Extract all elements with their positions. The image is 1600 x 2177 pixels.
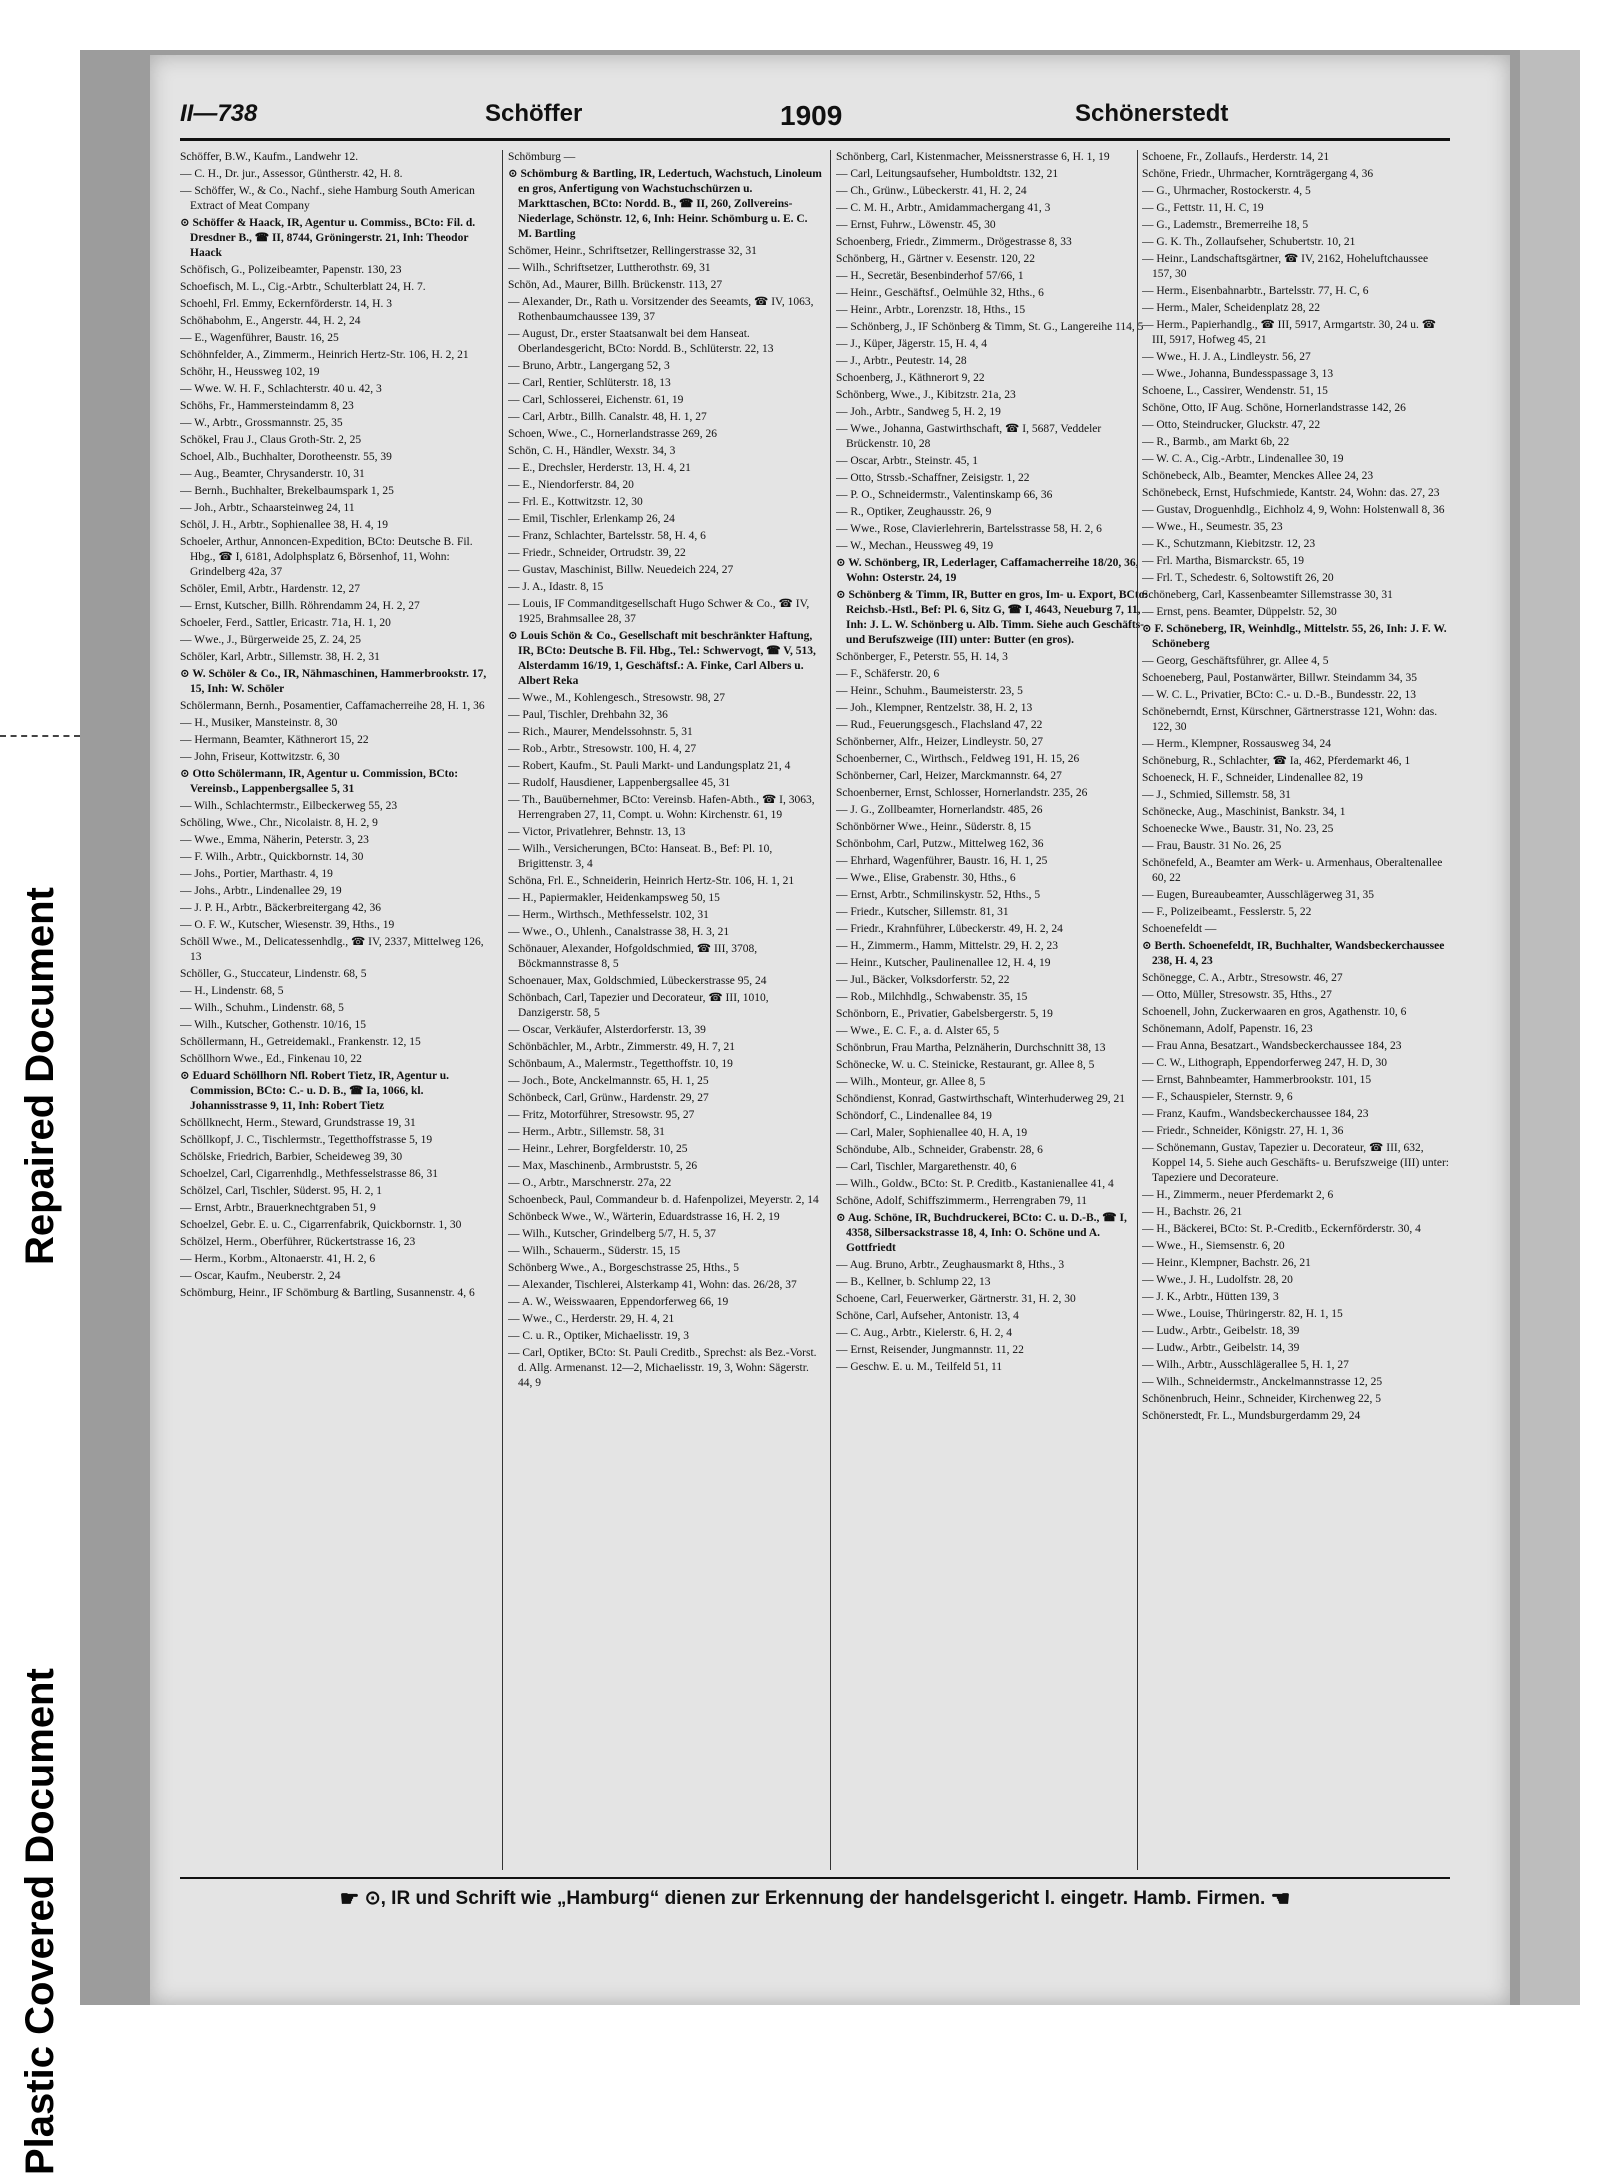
header-year: 1909 bbox=[780, 100, 843, 131]
directory-entry: Schönbach, Carl, Tapezier und Decorateur, ☎ III, 1010, Danzigerstr. 58, 5 bbox=[508, 992, 769, 1019]
directory-entry: Schönemann, Adolf, Papenstr. 16, 23 bbox=[1142, 1023, 1313, 1035]
directory-entry: — Herm., Maler, Scheidenplatz 28, 22 bbox=[1142, 302, 1321, 314]
directory-entry: Schoefisch, M. L., Cig.-Arbtr., Schulterblatt 24, H. 7. bbox=[180, 281, 426, 293]
directory-entry: — R., Optiker, Zeughausstr. 26, 9 bbox=[836, 506, 992, 518]
directory-entry: — Geschw. E. u. M., Teilfeld 51, 11 bbox=[836, 1361, 1003, 1373]
directory-entry: — Carl, Leitungsaufseher, Humboldtstr. 132, 21 bbox=[836, 168, 1059, 180]
directory-entry: — Herm., Papierhandlg., ☎ III, 5917, Armgartstr. 30, 24 u. ☎ III, 5917, Hofweg 45, 21 bbox=[1142, 319, 1437, 346]
directory-entry: Schölermann, Bernh., Posamentier, Caffamacherreihe 28, H. 1, 36 bbox=[180, 700, 485, 712]
directory-entry: — J. P. H., Arbtr., Bäckerbreitergang 42, 36 bbox=[180, 902, 382, 914]
directory-entry: Schönberg, H., Gärtner v. Eesenstr. 120, 22 bbox=[836, 253, 1035, 265]
directory-entry: Schoel, Alb., Buchhalter, Dorotheenstr. 55, 39 bbox=[180, 451, 392, 463]
directory-entry: — W. C. A., Cig.-Arbtr., Lindenallee 30, 19 bbox=[1142, 453, 1344, 465]
directory-entry: — F. Wilh., Arbtr., Quickbornstr. 14, 30 bbox=[180, 851, 364, 863]
directory-entry: Schönborn, E., Privatier, Gabelsbergerstr. 5, 19 bbox=[836, 1008, 1053, 1020]
column-divider bbox=[830, 150, 831, 1870]
directory-entry: — Johs., Arbtr., Lindenallee 29, 19 bbox=[180, 885, 342, 897]
directory-entry: — Frau Anna, Besatzart., Wandsbeckerchaussee 184, 23 bbox=[1142, 1040, 1402, 1052]
directory-entry: Schöne, Otto, IF Aug. Schöne, Hornerlandstrasse 142, 26 bbox=[1142, 402, 1406, 414]
directory-entry: Schönbohm, Carl, Putzw., Mittelweg 162, 36 bbox=[836, 838, 1044, 850]
column-divider bbox=[502, 150, 503, 1870]
directory-entry: — Paul, Tischler, Drehbahn 32, 36 bbox=[508, 709, 668, 721]
directory-entry: — Gustav, Maschinist, Billw. Neuedeich 224, 27 bbox=[508, 564, 734, 576]
directory-entry: ⊙ Louis Schön & Co., Gesellschaft mit beschränkter Haftung, IR, BCto: Deutsche B. Fil. Hbg., Tel.: Schwervogt, ☎ V, 513, Alsterdamm 16/19, 1, Geschäftsf.: A. Finke, Carl Albers u. Albert Reka bbox=[508, 630, 816, 687]
directory-entry: — W., Mechan., Heussweg 49, 19 bbox=[836, 540, 994, 552]
directory-entry: — Herm., Korbm., Altonaerstr. 41, H. 2, 6 bbox=[180, 1253, 376, 1265]
directory-entry: Schoene, Fr., Zollaufs., Herderstr. 14, 21 bbox=[1142, 151, 1330, 163]
directory-entry: — Frl. E., Kottwitzstr. 12, 30 bbox=[508, 496, 643, 508]
directory-entry: Schönbeck, Carl, Grünw., Hardenstr. 29, 27 bbox=[508, 1092, 709, 1104]
directory-entry: — Wilh., Kutscher, Grindelberg 5/7, H. 5, 37 bbox=[508, 1228, 716, 1240]
directory-entry: — Wwe., E. C. F., a. d. Alster 65, 5 bbox=[836, 1025, 1000, 1037]
directory-entry: Schöllermann, H., Getreidemakl., Frankenstr. 12, 15 bbox=[180, 1036, 421, 1048]
directory-entry: — J. K., Arbtr., Hütten 139, 3 bbox=[1142, 1291, 1279, 1303]
directory-entry: — G. K. Th., Zollaufseher, Schubertstr. 10, 21 bbox=[1142, 236, 1356, 248]
directory-entry: — Louis, IF Commanditgesellschaft Hugo Schwer & Co., ☎ IV, 1925, Brahmsallee 28, 37 bbox=[508, 598, 810, 625]
directory-entry: — John, Friseur, Kottwitzstr. 6, 30 bbox=[180, 751, 340, 763]
directory-entry: Schöndienst, Konrad, Gastwirthschaft, Winterhuderweg 29, 21 bbox=[836, 1093, 1125, 1105]
directory-entry: — Rudolf, Hausdiener, Lappenbergsallee 45, 31 bbox=[508, 777, 731, 789]
directory-entry: Schoelzel, Gebr. E. u. C., Cigarrenfabrik, Quickbornstr. 1, 30 bbox=[180, 1219, 462, 1231]
directory-entry: Schoelzel, Carl, Cigarrenhdlg., Methfesselstrasse 86, 31 bbox=[180, 1168, 439, 1180]
directory-entry: — Otto, Steindrucker, Gluckstr. 47, 22 bbox=[1142, 419, 1321, 431]
footer-rule bbox=[180, 1877, 1450, 1879]
directory-entry: Schöne, Friedr., Uhrmacher, Kornträgergang 4, 36 bbox=[1142, 168, 1374, 180]
directory-entry: Schoenefeldt — bbox=[1142, 923, 1217, 935]
directory-entry: — C. M. H., Arbtr., Amidammachergang 41, 3 bbox=[836, 202, 1051, 214]
directory-entry: Schönebeck, Alb., Beamter, Menckes Allee 24, 23 bbox=[1142, 470, 1374, 482]
directory-entry: Schöneburg, R., Schlachter, ☎ Ia, 462, Pferdemarkt 46, 1 bbox=[1142, 755, 1411, 767]
directory-entry: Schöfisch, G., Polizeibeamter, Papenstr. 130, 23 bbox=[180, 264, 402, 276]
directory-entry: — Carl, Maler, Sophienallee 40, H. A, 19 bbox=[836, 1127, 1028, 1139]
directory-entry: — C. Aug., Arbtr., Kielerstr. 6, H. 2, 4 bbox=[836, 1327, 1013, 1339]
directory-entry: Schönbächler, M., Arbtr., Zimmerstr. 49, H. 7, 21 bbox=[508, 1041, 735, 1053]
directory-entry: Schoeler, Ferd., Sattler, Ericastr. 71a, H. 1, 20 bbox=[180, 617, 391, 629]
header-left-word: Schöffer bbox=[485, 100, 583, 127]
directory-entry: — Gustav, Droguenhdlg., Eichholz 4, 9, Wohn: Holstenwall 8, 36 bbox=[1142, 504, 1445, 516]
directory-entry: Schönberg Wwe., A., Borgeschstrasse 25, Hths., 5 bbox=[508, 1262, 739, 1274]
directory-entry: — Joh., Klempner, Rentzelstr. 38, H. 2, 13 bbox=[836, 702, 1033, 714]
directory-entry: Schoenell, John, Zuckerwaaren en gros, Agathenstr. 10, 6 bbox=[1142, 1006, 1407, 1018]
directory-entry: — Wwe., Emma, Näherin, Peterstr. 3, 23 bbox=[180, 834, 369, 846]
directory-entry: — Alexander, Tischlerei, Alsterkamp 41, Wohn: das. 26/28, 37 bbox=[508, 1279, 797, 1291]
directory-entry: — C. W., Lithograph, Eppendorferweg 247, H. D, 30 bbox=[1142, 1057, 1387, 1069]
directory-entry: Schönberner, Carl, Heizer, Marckmannstr. 64, 27 bbox=[836, 770, 1062, 782]
directory-entry: — Schöffer, W., & Co., Nachf., siehe Hamburg South American Extract of Meat Company bbox=[180, 185, 475, 212]
directory-entry: ⊙ F. Schöneberg, IR, Weinhdlg., Mittelstr. 55, 26, Inh: J. F. W. Schöneberg bbox=[1142, 623, 1447, 650]
repaired-document-label: Repaired Document bbox=[18, 887, 62, 1265]
directory-entry: Schönecke, Aug., Maschinist, Bankstr. 34, 1 bbox=[1142, 806, 1346, 818]
directory-entry: — Aug. Bruno, Arbtr., Zeughausmarkt 8, Hths., 3 bbox=[836, 1259, 1065, 1271]
directory-entry: — Rich., Maurer, Mendelssohnstr. 5, 31 bbox=[508, 726, 693, 738]
directory-entry: — Wwe., Johanna, Gastwirthschaft, ☎ I, 5687, Veddeler Brückenstr. 10, 28 bbox=[836, 423, 1102, 450]
directory-entry: — Th., Bauübernehmer, BCto: Vereinsb. Hafen-Abth., ☎ I, 3063, Herrengraben 27, 11, Compt. u. Wohn: Kirchenstr. 61, 19 bbox=[508, 794, 815, 821]
directory-entry: — Oscar, Kaufm., Neuberstr. 2, 24 bbox=[180, 1270, 341, 1282]
directory-entry: — Wwe., Louise, Thüringerstr. 82, H. 1, 15 bbox=[1142, 1308, 1343, 1320]
directory-entry: Schöl, J. H., Arbtr., Sophienallee 38, H. 4, 19 bbox=[180, 519, 388, 531]
directory-entry: — Wwe. W. H. F., Schlachterstr. 40 u. 42, 3 bbox=[180, 383, 382, 395]
directory-entry: Schoenauer, Max, Goldschmied, Lübeckerstrasse 95, 24 bbox=[508, 975, 767, 987]
directory-entry: — H., Bachstr. 26, 21 bbox=[1142, 1206, 1243, 1218]
directory-entry: Schöllknecht, Herm., Steward, Grundstrasse 19, 31 bbox=[180, 1117, 416, 1129]
directory-entry: ⊙ Berth. Schoenefeldt, IR, Buchhalter, Wandsbeckerchaussee 238, H. 4, 23 bbox=[1142, 940, 1445, 967]
directory-entry: — Wilh., Schauerm., Süderstr. 15, 15 bbox=[508, 1245, 681, 1257]
directory-entry: — Carl, Rentier, Schlüterstr. 18, 13 bbox=[508, 377, 671, 389]
directory-entry: Schökel, Frau J., Claus Groth-Str. 2, 25 bbox=[180, 434, 362, 446]
directory-entry: — Wwe., C., Herderstr. 29, H. 4, 21 bbox=[508, 1313, 675, 1325]
directory-entry: Schoeneck, H. F., Schneider, Lindenallee 82, 19 bbox=[1142, 772, 1363, 784]
directory-entry: — Rud., Feuerungsgesch., Flachsland 47, 22 bbox=[836, 719, 1043, 731]
directory-entry: Schoenberner, Ernst, Schlosser, Hornerlandstr. 235, 26 bbox=[836, 787, 1088, 799]
directory-entry: — Wilh., Schneidermstr., Anckelmannstrasse 12, 25 bbox=[1142, 1376, 1383, 1388]
directory-entry: — Aug., Beamter, Chrysanderstr. 10, 31 bbox=[180, 468, 365, 480]
directory-entry: — C. u. R., Optiker, Michaelisstr. 19, 3 bbox=[508, 1330, 689, 1342]
directory-entry: — W., Arbtr., Grossmannstr. 25, 35 bbox=[180, 417, 343, 429]
directory-entry: Schölzel, Carl, Tischler, Süderst. 95, H. 2, 1 bbox=[180, 1185, 383, 1197]
directory-entry: — Frl. Martha, Bismarckstr. 65, 19 bbox=[1142, 555, 1304, 567]
directory-column-2 bbox=[508, 150, 823, 1870]
directory-entry: — Wwe., J. H., Ludolfstr. 28, 20 bbox=[1142, 1274, 1293, 1286]
directory-entry: — Friedr., Krahnführer, Lübeckerstr. 49, H. 2, 24 bbox=[836, 923, 1063, 935]
directory-entry: — Wwe., M., Kohlengesch., Stresowstr. 98, 27 bbox=[508, 692, 725, 704]
directory-entry: — H., Musiker, Mansteinstr. 8, 30 bbox=[180, 717, 338, 729]
directory-entry: Schoeneberg, Paul, Postanwärter, Billwr. Steindamm 34, 35 bbox=[1142, 672, 1417, 684]
directory-entry: Schöne, Carl, Aufseher, Antonistr. 13, 4 bbox=[836, 1310, 1019, 1322]
directory-entry: — A. W., Weisswaaren, Eppendorferweg 66, 19 bbox=[508, 1296, 729, 1308]
directory-entry: — G., Lademstr., Bremerreihe 18, 5 bbox=[1142, 219, 1309, 231]
directory-entry: — Victor, Privatlehrer, Behnstr. 13, 13 bbox=[508, 826, 686, 838]
directory-entry: — Herm., Eisenbahnarbtr., Bartelsstr. 77, H. C, 6 bbox=[1142, 285, 1369, 297]
page-footer bbox=[180, 1886, 1450, 1912]
directory-entry: — J. A., Idastr. 8, 15 bbox=[508, 581, 604, 593]
directory-entry: ⊙ W. Schönberg, IR, Lederlager, Caffamacherreihe 18/20, 36, Wohn: Osterstr. 24, 19 bbox=[836, 557, 1139, 584]
directory-entry: — Ernst, Arbtr., Brauerknechtgraben 51, 9 bbox=[180, 1202, 376, 1214]
directory-entry: ⊙ Aug. Schöne, IR, Buchdruckerei, BCto: C. u. D.-B., ☎ I, 4358, Silbersackstrasse 18, 4, Inh: O. Schöne und A. Gottfriedt bbox=[836, 1212, 1127, 1254]
directory-entry: — H., Lindenstr. 68, 5 bbox=[180, 985, 284, 997]
directory-entry: — Frl. T., Schedestr. 6, Soltowstift 26, 20 bbox=[1142, 572, 1334, 584]
directory-entry: — Ludw., Arbtr., Geibelstr. 18, 39 bbox=[1142, 1325, 1300, 1337]
directory-entry: — Jul., Bäcker, Volksdorferstr. 52, 22 bbox=[836, 974, 1010, 986]
directory-entry: Schönberg, Carl, Kistenmacher, Meissnerstrasse 6, H. 1, 19 bbox=[836, 151, 1110, 163]
directory-entry: Schoene, Carl, Feuerwerker, Gärtnerstr. 31, H. 2, 30 bbox=[836, 1293, 1076, 1305]
header-right-word: Schönerstedt bbox=[1075, 100, 1229, 127]
directory-entry: — August, Dr., erster Staatsanwalt bei dem Hanseat. Oberlandesgericht, BCto: Nordd. B., Schlüterstr. 22, 13 bbox=[508, 328, 774, 355]
directory-entry: Schoen, Wwe., C., Hornerlandstrasse 269, 26 bbox=[508, 428, 717, 440]
directory-entry: — Oscar, Verkäufer, Alsterdorferstr. 13, 39 bbox=[508, 1024, 706, 1036]
directory-entry: — J., Arbtr., Peutestr. 14, 28 bbox=[836, 355, 967, 367]
directory-entry: — Ernst, Arbtr., Schmilinskystr. 52, Hths., 5 bbox=[836, 889, 1041, 901]
directory-column-3 bbox=[836, 150, 1151, 1870]
directory-entry: — Franz, Kaufm., Wandsbeckerchaussee 184, 23 bbox=[1142, 1108, 1369, 1120]
directory-entry: Schöndube, Alb., Schneider, Grabenstr. 28, 6 bbox=[836, 1144, 1043, 1156]
directory-entry: — Wwe., H., Seumestr. 35, 23 bbox=[1142, 521, 1283, 533]
directory-entry: Schöffer, B.W., Kaufm., Landwehr 12. bbox=[180, 151, 359, 163]
directory-entry: — F., Schäferstr. 20, 6 bbox=[836, 668, 940, 680]
directory-entry: Schön, Ad., Maurer, Billh. Brückenstr. 113, 27 bbox=[508, 279, 723, 291]
directory-entry: — Herm., Wirthsch., Methfesselstr. 102, 31 bbox=[508, 909, 709, 921]
directory-entry: — Herm., Arbtr., Sillemstr. 58, 31 bbox=[508, 1126, 665, 1138]
directory-entry: — Wilh., Kutscher, Gothenstr. 10/16, 15 bbox=[180, 1019, 367, 1031]
directory-entry: Schömer, Heinr., Schriftsetzer, Rellingerstrasse 32, 31 bbox=[508, 245, 757, 257]
directory-entry: — Wwe., H., Siemsenstr. 6, 20 bbox=[1142, 1240, 1285, 1252]
directory-entry: — Max, Maschinenb., Armbruststr. 5, 26 bbox=[508, 1160, 698, 1172]
directory-entry: — Wilh., Schlachtermstr., Eilbeckerweg 55, 23 bbox=[180, 800, 398, 812]
directory-column-4 bbox=[1142, 150, 1450, 1870]
directory-entry: — H., Secretär, Besenbinderhof 57/66, 1 bbox=[836, 270, 1024, 282]
directory-entry: Schöne, Adolf, Schiffszimmerm., Herrengraben 79, 11 bbox=[836, 1195, 1088, 1207]
directory-entry: Schoene, L., Cassirer, Wendenstr. 51, 15 bbox=[1142, 385, 1328, 397]
directory-entry: — Wwe., H. J. A., Lindleystr. 56, 27 bbox=[1142, 351, 1311, 363]
directory-entry: — Heinr., Arbtr., Lorenzstr. 18, Hths., 15 bbox=[836, 304, 1026, 316]
directory-entry: Schöllhorn Wwe., Ed., Finkenau 10, 22 bbox=[180, 1053, 362, 1065]
directory-entry: Schönberg, Wwe., J., Kibitzstr. 21a, 23 bbox=[836, 389, 1016, 401]
directory-entry: — Wwe., J., Bürgerweide 25, Z. 24, 25 bbox=[180, 634, 361, 646]
directory-entry: Schönbeck Wwe., W., Wärterin, Eduardstrasse 16, H. 2, 19 bbox=[508, 1211, 780, 1223]
directory-entry: — Emil, Tischler, Erlenkamp 26, 24 bbox=[508, 513, 675, 525]
directory-entry: — Bruno, Arbtr., Langergang 52, 3 bbox=[508, 360, 670, 372]
directory-entry: Schöhabohm, E., Angerstr. 44, H. 2, 24 bbox=[180, 315, 361, 327]
directory-entry: — Wwe., O., Uhlenh., Canalstrasse 38, H. 3, 21 bbox=[508, 926, 730, 938]
directory-entry: ⊙ W. Schöler & Co., IR, Nähmaschinen, Hammerbrookstr. 17, 15, Inh: W. Schöler bbox=[180, 668, 487, 695]
directory-entry: — Ernst, Fuhrw., Löwenstr. 45, 30 bbox=[836, 219, 996, 231]
directory-entry: Schönecke, W. u. C. Steinicke, Restaurant, gr. Allee 8, 5 bbox=[836, 1059, 1095, 1071]
directory-entry: — Herm., Klempner, Rossausweg 34, 24 bbox=[1142, 738, 1331, 750]
sidebar-divider bbox=[0, 735, 80, 737]
directory-entry: — Ernst, pens. Beamter, Düppelstr. 52, 30 bbox=[1142, 606, 1337, 618]
directory-entry: — Schönberg, J., IF Schönberg & Timm, St. G., Langereihe 114, 5 bbox=[836, 321, 1144, 333]
column-divider bbox=[1137, 150, 1138, 1870]
directory-entry: Schön, C. H., Händler, Wexstr. 34, 3 bbox=[508, 445, 676, 457]
directory-entry: — J., Schmied, Sillemstr. 58, 31 bbox=[1142, 789, 1291, 801]
directory-entry: — G., Uhrmacher, Rostockerstr. 4, 5 bbox=[1142, 185, 1311, 197]
directory-entry: — G., Fettstr. 11, H. C, 19 bbox=[1142, 202, 1264, 214]
directory-entry: ⊙ Schönberg & Timm, IR, Butter en gros, Im- u. Export, BCto: Reichsb.-Hstl., Bef: Pl. 6, Sitz G, ☎ I, 4643, Neueburg 7, 11, Inh: J. L. W. Schönberg u. Alb. Timm. Siehe auch Geschäfts- und Berufszweige (III) unter: Butter (en gros). bbox=[836, 589, 1149, 646]
directory-entry: — H., Papiermakler, Heidenkampsweg 50, 15 bbox=[508, 892, 720, 904]
directory-entry: — J. G., Zollbeamter, Hornerlandstr. 485, 26 bbox=[836, 804, 1043, 816]
directory-entry: Schömburg — bbox=[508, 151, 576, 163]
directory-entry: — Oscar, Arbtr., Steinstr. 45, 1 bbox=[836, 455, 979, 467]
directory-entry: ⊙ Otto Schölermann, IR, Agentur u. Commission, BCto: Vereinsb., Lappenbergsallee 5, 31 bbox=[180, 768, 459, 795]
directory-entry: Schömburg, Heinr., IF Schömburg & Bartling, Susannenstr. 4, 6 bbox=[180, 1287, 475, 1299]
directory-entry: Schöhnfelder, A., Zimmerm., Heinrich Hertz-Str. 106, H. 2, 21 bbox=[180, 349, 469, 361]
directory-entry: Schöler, Karl, Arbtr., Sillemstr. 38, H. 2, 31 bbox=[180, 651, 380, 663]
directory-entry: Schöndorf, C., Lindenallee 84, 19 bbox=[836, 1110, 992, 1122]
directory-entry: — Wilh., Monteur, gr. Allee 8, 5 bbox=[836, 1076, 986, 1088]
directory-entry: — Wilh., Schriftsetzer, Luttherothstr. 69, 31 bbox=[508, 262, 711, 274]
plastic-covered-label: Plastic Covered Document bbox=[18, 1668, 62, 2175]
directory-entry: — J., Küper, Jägerstr. 15, H. 4, 4 bbox=[836, 338, 987, 350]
book-spine-edge bbox=[1520, 50, 1580, 2005]
directory-entry: — B., Kellner, b. Schlump 22, 13 bbox=[836, 1276, 991, 1288]
directory-entry: — Rob., Arbtr., Stresowstr. 100, H. 4, 27 bbox=[508, 743, 697, 755]
directory-entry: — Heinr., Lehrer, Borgfelderstr. 10, 25 bbox=[508, 1143, 688, 1155]
directory-entry: Schoehl, Frl. Emmy, Eckernförderstr. 14, H. 3 bbox=[180, 298, 392, 310]
directory-entry: Schölzel, Herm., Oberführer, Rückertstrasse 16, 23 bbox=[180, 1236, 416, 1248]
directory-entry: — Otto, Strssb.-Schaffner, Zeisigstr. 1, 22 bbox=[836, 472, 1030, 484]
directory-entry: — Heinr., Landschaftsgärtner, ☎ IV, 2162, Hoheluftchaussee 157, 30 bbox=[1142, 253, 1429, 280]
directory-entry: — E., Niendorferstr. 84, 20 bbox=[508, 479, 634, 491]
directory-entry: Schoenberg, J., Käthnerort 9, 22 bbox=[836, 372, 985, 384]
directory-entry: — R., Barmb., am Markt 6b, 22 bbox=[1142, 436, 1290, 448]
directory-entry: — Wwe., Elise, Grabenstr. 30, Hths., 6 bbox=[836, 872, 1016, 884]
directory-entry: Schönebeck, Ernst, Hufschmiede, Kantstr. 24, Wohn: das. 27, 23 bbox=[1142, 487, 1440, 499]
directory-entry: Schönbrun, Frau Martha, Pelznäherin, Durchschnitt 38, 13 bbox=[836, 1042, 1106, 1054]
directory-entry: — Wilh., Goldw., BCto: St. P. Creditb., Kastanienallee 41, 4 bbox=[836, 1178, 1114, 1190]
directory-entry: — H., Bäckerei, BCto: St. P.-Creditb., Eckernförderstr. 30, 4 bbox=[1142, 1223, 1421, 1235]
directory-entry: Schönberger, F., Peterstr. 55, H. 14, 3 bbox=[836, 651, 1008, 663]
directory-entry: — Bernh., Buchhalter, Brekelbaumspark 1, 25 bbox=[180, 485, 394, 497]
directory-entry: Schöling, Wwe., Chr., Nicolaistr. 8, H. 2, 9 bbox=[180, 817, 378, 829]
document-status-sidebar bbox=[0, 0, 80, 2177]
directory-entry: — Friedr., Schneider, Ortrudstr. 39, 22 bbox=[508, 547, 686, 559]
directory-entry: — Ernst, Reisender, Jungmannstr. 11, 22 bbox=[836, 1344, 1024, 1356]
directory-entry: — Carl, Arbtr., Billh. Canalstr. 48, H. 1, 27 bbox=[508, 411, 707, 423]
page-header bbox=[180, 100, 1450, 138]
directory-entry: — Friedr., Kutscher, Sillemstr. 81, 31 bbox=[836, 906, 1009, 918]
directory-entry: — Friedr., Schneider, Königstr. 27, H. 1, 36 bbox=[1142, 1125, 1344, 1137]
directory-entry: Schöna, Frl. E., Schneiderin, Heinrich Hertz-Str. 106, H. 1, 21 bbox=[508, 875, 795, 887]
directory-entry: Schöll Wwe., M., Delicatessenhdlg., ☎ IV, 2337, Mittelweg 126, 13 bbox=[180, 936, 484, 963]
directory-entry: ⊙ Schömburg & Bartling, IR, Ledertuch, Wachstuch, Linoleum en gros, Anfertigung von Wachstuchschürzen u. Markttaschen, BCto: Nordd. B., ☎ II, 260, Zollvereins-Niederlage, Schönstr. 12, 6, Inh: Heinr. Schömburg u. E. C. M. Bartling bbox=[508, 168, 822, 240]
directory-entry: — Carl, Schlosserei, Eichenstr. 61, 19 bbox=[508, 394, 684, 406]
directory-entry: Schönegge, C. A., Arbtr., Stresowstr. 46, 27 bbox=[1142, 972, 1343, 984]
directory-entry: — P. O., Schneidermstr., Valentinskamp 66, 36 bbox=[836, 489, 1053, 501]
directory-entry: — Johs., Portier, Marthastr. 4, 19 bbox=[180, 868, 333, 880]
directory-entry: — F., Schauspieler, Sternstr. 9, 6 bbox=[1142, 1091, 1293, 1103]
footer-text: ⊙, IR und Schrift wie „Hamburg“ dienen zur Erkennung der handelsgericht l. eingetr. Hamb. Firmen. bbox=[364, 1888, 1266, 1910]
directory-entry: — Franz, Schlachter, Bartelsstr. 58, H. 4, 6 bbox=[508, 530, 706, 542]
directory-entry: Schönefeld, A., Beamter am Werk- u. Armenhaus, Oberaltenallee 60, 22 bbox=[1142, 857, 1443, 884]
directory-entry: — Georg, Geschäftsführer, gr. Allee 4, 5 bbox=[1142, 655, 1329, 667]
directory-entry: — O. F. W., Kutscher, Wiesenstr. 39, Hths., 19 bbox=[180, 919, 395, 931]
directory-entry: Schönauer, Alexander, Hofgoldschmied, ☎ III, 3708, Böckmannstrasse 8, 5 bbox=[508, 943, 758, 970]
directory-entry: — Eugen, Bureaubeamter, Ausschlägerweg 31, 35 bbox=[1142, 889, 1375, 901]
directory-entry: — Ehrhard, Wagenführer, Baustr. 16, H. 1, 25 bbox=[836, 855, 1048, 867]
directory-entry: — E., Drechsler, Herderstr. 13, H. 4, 21 bbox=[508, 462, 691, 474]
directory-entry: Schönbaum, A., Malermstr., Tegetthoffstr. 10, 19 bbox=[508, 1058, 733, 1070]
directory-entry: — Carl, Tischler, Margarethenstr. 40, 6 bbox=[836, 1161, 1017, 1173]
directory-entry: ⊙ Schöffer & Haack, IR, Agentur u. Commiss., BCto: Fil. d. Dresdner B., ☎ II, 8744, Gröningerstr. 21, Inh: Theodor Haack bbox=[180, 217, 476, 259]
directory-entry: Schöler, Emil, Arbtr., Hardenstr. 12, 27 bbox=[180, 583, 361, 595]
directory-entry: Schönbörner Wwe., Heinr., Süderstr. 8, 15 bbox=[836, 821, 1031, 833]
directory-entry: — Hermann, Beamter, Käthnerort 15, 22 bbox=[180, 734, 369, 746]
directory-entry: — Otto, Müller, Stresowstr. 35, Hths., 27 bbox=[1142, 989, 1332, 1001]
directory-entry: Schönberner, Alfr., Heizer, Lindleystr. 50, 27 bbox=[836, 736, 1043, 748]
directory-entry: Schöneberndt, Ernst, Kürschner, Gärtnerstrasse 121, Wohn: das. 122, 30 bbox=[1142, 706, 1438, 733]
directory-entry: — Wilh., Versicherungen, BCto: Hanseat. B., Bef: Pl. 10, Brigittenstr. 3, 4 bbox=[508, 843, 773, 870]
directory-entry: — W. C. L., Privatier, BCto: C.- u. D.-B., Bundesstr. 22, 13 bbox=[1142, 689, 1416, 701]
directory-column-1 bbox=[180, 150, 495, 1870]
directory-entry: Schölske, Friedrich, Barbier, Scheideweg 39, 30 bbox=[180, 1151, 403, 1163]
directory-entry: — O., Arbtr., Marschnerstr. 27a, 22 bbox=[508, 1177, 672, 1189]
directory-entry: — Alexander, Dr., Rath u. Vorsitzender des Seeamts, ☎ IV, 1063, Rothenbaumchaussee 139, 37 bbox=[508, 296, 814, 323]
page-number: II—738 bbox=[180, 100, 258, 127]
header-rule bbox=[180, 138, 1450, 141]
directory-entry: Schoenberner, C., Wirthsch., Feldweg 191, H. 15, 26 bbox=[836, 753, 1080, 765]
directory-entry: Schöller, G., Stuccateur, Lindenstr. 68, 5 bbox=[180, 968, 367, 980]
directory-entry: Schöllkopf, J. C., Tischlermstr., Tegetthoffstrasse 5, 19 bbox=[180, 1134, 433, 1146]
directory-entry: — Wwe., Rose, Clavierlehrerin, Bartelsstrasse 58, H. 2, 6 bbox=[836, 523, 1102, 535]
pointing-hand-icon: ☚ bbox=[1270, 1886, 1291, 1911]
directory-entry: — Heinr., Klempner, Bachstr. 26, 21 bbox=[1142, 1257, 1311, 1269]
directory-entry: — H., Zimmerm., neuer Pferdemarkt 2, 6 bbox=[1142, 1189, 1334, 1201]
directory-entry: — Frau, Baustr. 31 No. 26, 25 bbox=[1142, 840, 1282, 852]
directory-entry: — Wilh., Schuhm., Lindenstr. 68, 5 bbox=[180, 1002, 344, 1014]
directory-entry: — E., Wagenführer, Baustr. 16, 25 bbox=[180, 332, 339, 344]
directory-entry: Schoeler, Arthur, Annoncen-Expedition, BCto: Deutsche B. Fil. Hbg., ☎ I, 6181, Adolphsplatz 6, Börsenhof, 11, Wohn: Grindelberg 42a, 37 bbox=[180, 536, 473, 578]
directory-entry: — Heinr., Kutscher, Paulinenallee 12, H. 4, 19 bbox=[836, 957, 1051, 969]
directory-entry: — Ernst, Bahnbeamter, Hammerbrookstr. 101, 15 bbox=[1142, 1074, 1372, 1086]
directory-entry: — Ludw., Arbtr., Geibelstr. 14, 39 bbox=[1142, 1342, 1300, 1354]
directory-entry: — Heinr., Geschäftsf., Oelmühle 32, Hths., 6 bbox=[836, 287, 1044, 299]
directory-entry: Schöhs, Fr., Hammersteindamm 8, 23 bbox=[180, 400, 354, 412]
directory-entry: Schoenbeck, Paul, Commandeur b. d. Hafenpolizei, Meyerstr. 2, 14 bbox=[508, 1194, 819, 1206]
directory-entry: — Schönemann, Gustav, Tapezier u. Decorateur, ☎ III, 632, Koppel 14, 5. Siehe auch Geschäfts- u. Berufszweige (III) unter: Tapeziere und Decorateure. bbox=[1142, 1142, 1449, 1184]
directory-entry: — Joh., Arbtr., Schaarsteinweg 24, 11 bbox=[180, 502, 355, 514]
directory-entry: Schönerstedt, Fr. L., Mundsburgerdamm 29, 24 bbox=[1142, 1410, 1361, 1422]
directory-entry: Schoenecke Wwe., Baustr. 31, No. 23, 25 bbox=[1142, 823, 1334, 835]
directory-entry: Schöhr, H., Heussweg 102, 19 bbox=[180, 366, 320, 378]
directory-entry: — Wilh., Arbtr., Ausschlägerallee 5, H. 1, 27 bbox=[1142, 1359, 1349, 1371]
directory-entry: — Wwe., Johanna, Bundesspassage 3, 13 bbox=[1142, 368, 1334, 380]
directory-entry: Schoenberg, Friedr., Zimmerm., Drögestrasse 8, 33 bbox=[836, 236, 1072, 248]
directory-entry: — Ernst, Kutscher, Billh. Röhrendamm 24, H. 2, 27 bbox=[180, 600, 420, 612]
directory-entry: — H., Zimmerm., Hamm, Mittelstr. 29, H. 2, 23 bbox=[836, 940, 1058, 952]
directory-entry: — Joch., Bote, Anckelmannstr. 65, H. 1, 25 bbox=[508, 1075, 709, 1087]
directory-entry: — F., Polizeibeamt., Fesslerstr. 5, 22 bbox=[1142, 906, 1312, 918]
directory-entry: — Carl, Optiker, BCto: St. Pauli Creditb., Sprechst: als Bez.-Vorst. d. Allg. Armenanst. 12—2, Michaelisstr. 19, 3, Wohn: Sägerstr. 44, 9 bbox=[508, 1347, 817, 1389]
directory-entry: — Robert, Kaufm., St. Pauli Markt- und Landungsplatz 21, 4 bbox=[508, 760, 791, 772]
directory-entry: — Fritz, Motorführer, Stresowstr. 95, 27 bbox=[508, 1109, 695, 1121]
directory-entry: — Joh., Arbtr., Sandweg 5, H. 2, 19 bbox=[836, 406, 1001, 418]
directory-entry: — Heinr., Schuhm., Baumeisterstr. 23, 5 bbox=[836, 685, 1023, 697]
directory-entry: — K., Schutzmann, Kiebitzstr. 12, 23 bbox=[1142, 538, 1316, 550]
directory-entry: — C. H., Dr. jur., Assessor, Güntherstr. 42, H. 8. bbox=[180, 168, 403, 180]
directory-entry: — Rob., Milchhdlg., Schwabenstr. 35, 15 bbox=[836, 991, 1028, 1003]
directory-entry: Schönenbruch, Heinr., Schneider, Kirchenweg 22, 5 bbox=[1142, 1393, 1382, 1405]
directory-entry: Schöneberg, Carl, Kassenbeamter Sillemstrasse 30, 31 bbox=[1142, 589, 1393, 601]
directory-entry: — Ch., Grünw., Lübeckerstr. 41, H. 2, 24 bbox=[836, 185, 1027, 197]
directory-entry: ⊙ Eduard Schöllhorn Nfl. Robert Tietz, IR, Agentur u. Commission, BCto: C.- u. D. B., ☎ Ia, 1066, kl. Johannisstrasse 9, 11, Inh: Robert Tietz bbox=[180, 1070, 450, 1112]
pointing-hand-icon: ☛ bbox=[339, 1886, 360, 1911]
